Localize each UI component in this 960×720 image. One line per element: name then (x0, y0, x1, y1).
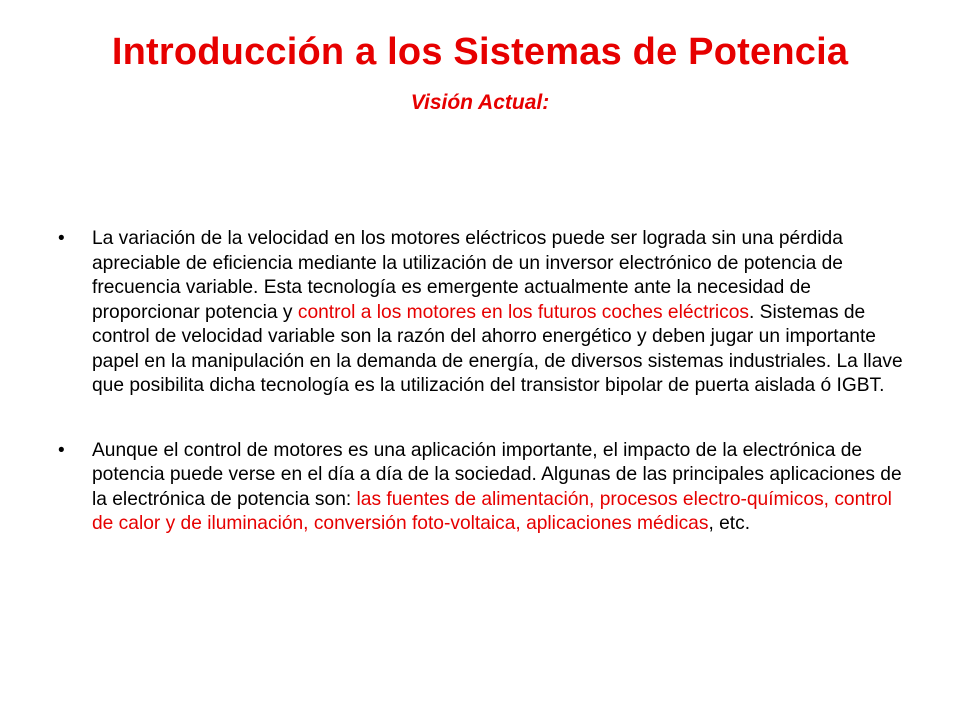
bullet-highlight: las fuentes de alimentación, procesos electro-químicos, control de calor y de iluminación, conversión foto-voltaica, aplicaciones médicas (92, 488, 892, 534)
bullet-dot-icon: • (58, 228, 65, 249)
bullet-dot-icon: • (58, 439, 65, 461)
bullet-highlight: control a los motores en los futuros coches eléctricos (297, 301, 749, 323)
bullet-list (58, 227, 908, 537)
bullet-text-continued: , etc. (708, 513, 751, 534)
bullet-item (58, 227, 908, 399)
slide-title: Introducción a los Sistemas de Potencia (111, 31, 849, 73)
bullet-item (58, 439, 908, 537)
bullet-text: La variación de la velocidad en los motores eléctricos puede ser lograda sin una pérdida apreciable de eficiencia mediante la utilización de un inversor electrónico de potencia de frecuencia variable. Esta tecnología es emergente actualmente ante la necesidad de proporcionar potencia y (92, 228, 843, 323)
bullet-text: Aunque el control de motores es una aplicación importante, el impacto de la electrónica de potencia puede verse en el día a día de la sociedad. Algunas de las principales aplicaciones de la electrónica de potencia son: (92, 439, 902, 510)
slide-subtitle: Visión Actual: (410, 91, 550, 114)
bullet-text-continued: . Sistemas de control de velocidad variable son la razón del ahorro energético y deben jugar un importante papel en la manipulación en la demanda de energía, de diversos sistemas industriales. La llave que posibilita dicha tecnología es la utilización del transistor bipolar de puerta aislada ó IGBT. (92, 301, 903, 396)
